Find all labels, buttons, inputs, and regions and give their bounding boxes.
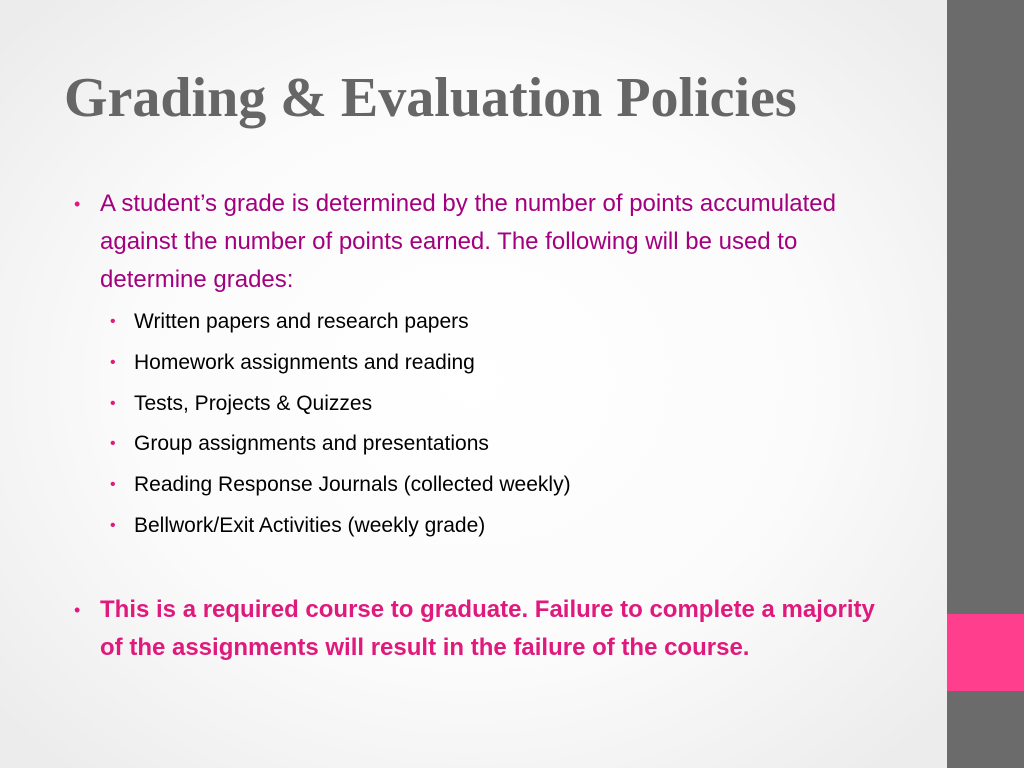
sub-bullet-marker: • (110, 476, 116, 493)
bullet-marker-2: • (74, 600, 81, 620)
side-accent-block (947, 614, 1024, 691)
sub-bullet-3: Tests, Projects & Quizzes (134, 392, 373, 415)
sub-bullet-marker: • (110, 354, 116, 371)
bullet-2-text: This is a required course to graduate. Failure to complete a majority of the assignments will result in the failure of the course. (100, 596, 875, 661)
sub-bullet-1: Written papers and research papers (134, 310, 469, 333)
sub-bullet-2: Homework assignments and reading (134, 351, 475, 374)
sub-bullet-marker: • (110, 313, 116, 330)
sub-bullet-4: Group assignments and presentations (134, 432, 489, 455)
sub-bullet-5: Reading Response Journals (collected weekly) (134, 473, 571, 496)
sub-bullet-6: Bellwork/Exit Activities (weekly grade) (134, 514, 486, 537)
slide-title: Grading & Evaluation Policies (64, 67, 797, 129)
sub-bullet-marker: • (110, 435, 116, 452)
bullet-1-text: A student’s grade is determined by the number of points accumulated against the number of points earned. The following will be used to determine grades: (100, 190, 836, 293)
bullet-marker-1: • (74, 194, 81, 214)
sub-bullet-marker: • (110, 517, 116, 534)
sub-bullet-marker: • (110, 395, 116, 412)
